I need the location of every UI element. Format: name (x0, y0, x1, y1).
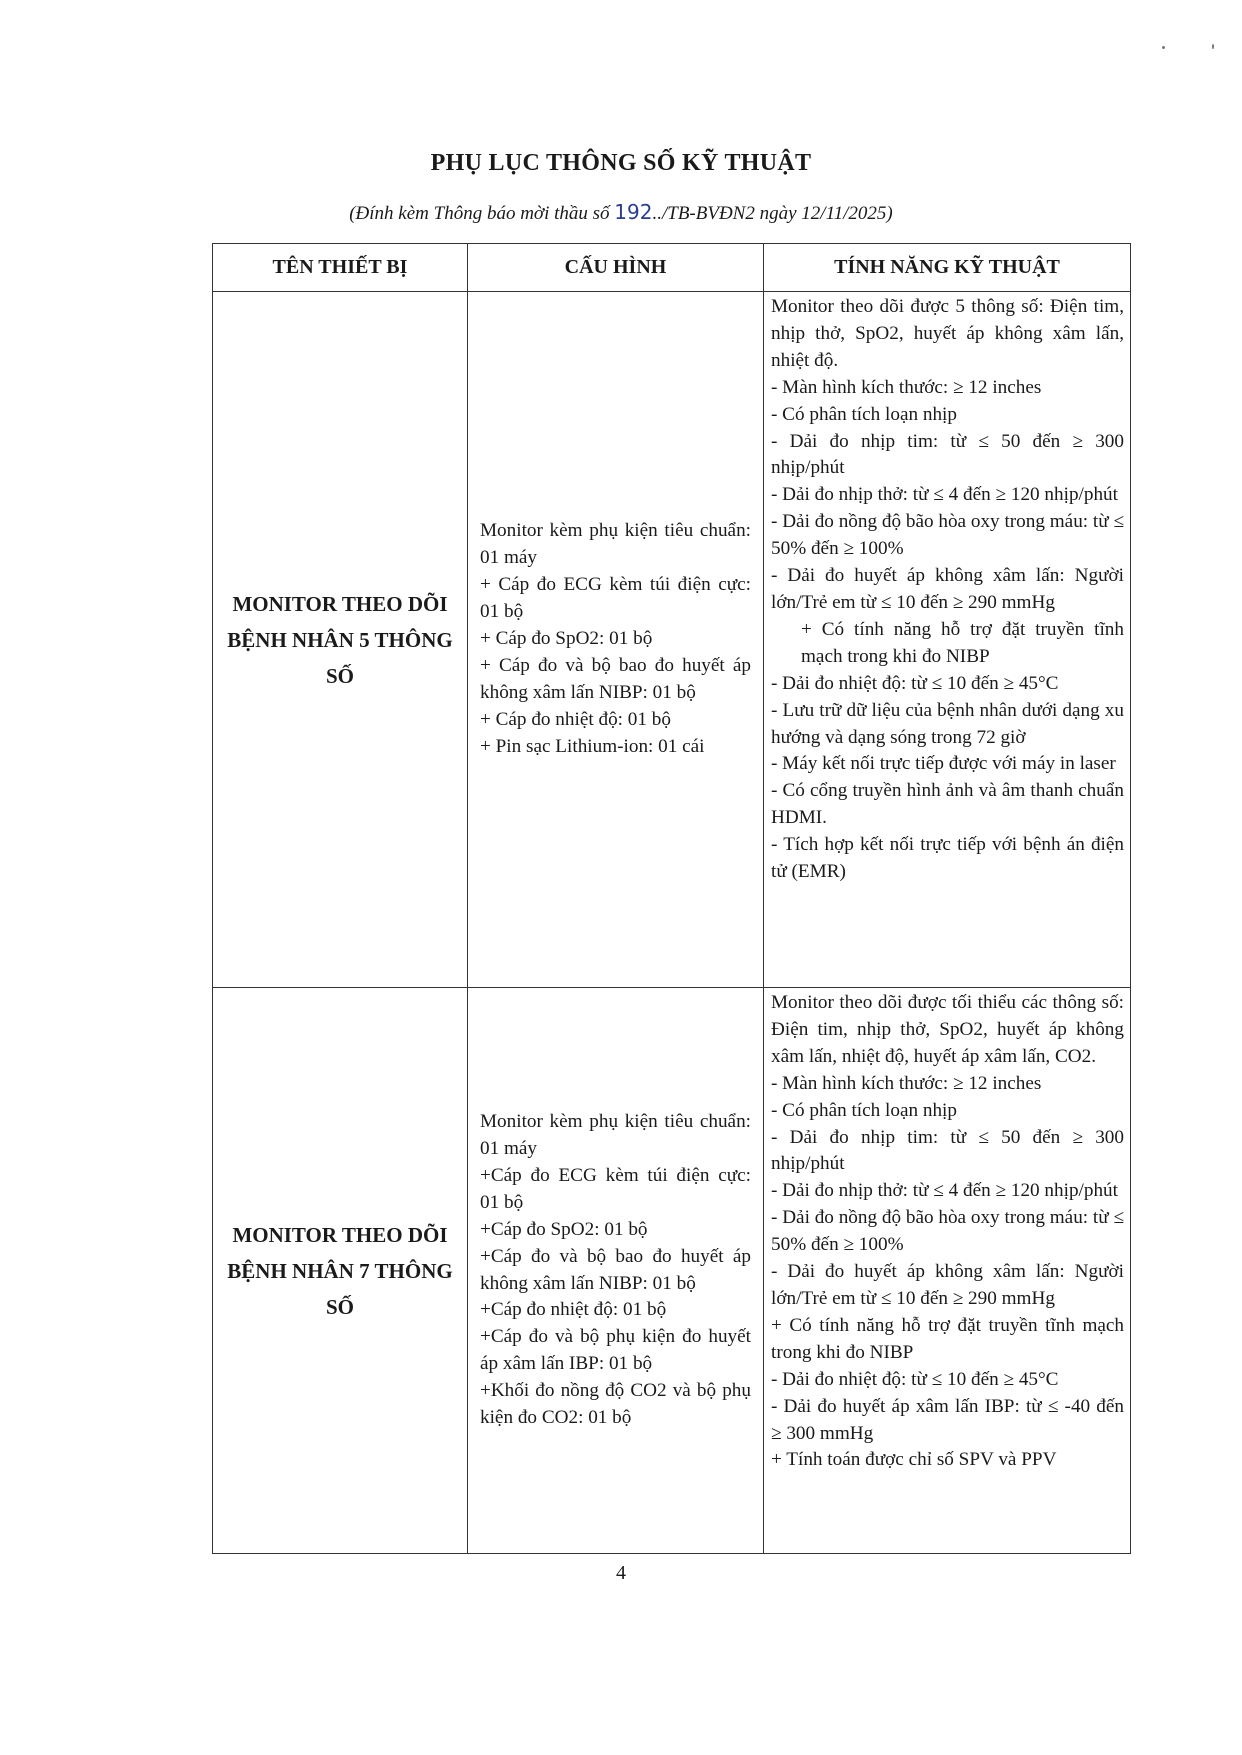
spec-line: - Dải đo huyết áp không xâm lấn: Người lớn/Trẻ em từ ≤ 10 đến ≥ 290 mmHg (771, 1261, 1124, 1309)
spec-line: - Màn hình kích thước: ≥ 12 inches (771, 376, 1042, 398)
config-line: + Cáp đo và bộ bao đo huyết áp không xâm lấn NIBP: 01 bộ (480, 654, 751, 703)
spec-line: - Dải đo nhịp tim: từ ≤ 50 đến ≥ 300 nhịp/phút (771, 430, 1124, 479)
spec-line: - Có phân tích loạn nhịp (771, 1099, 957, 1121)
spec-line: Monitor theo dõi được tối thiểu các thông số: Điện tim, nhịp thở, SpO2, huyết áp không xâm lấn, nhiệt độ, huyết áp xâm lấn, CO2. (771, 992, 1124, 1067)
config-line: Monitor kèm phụ kiện tiêu chuẩn: 01 máy (480, 520, 751, 569)
spec-line: - Dải đo huyết áp xâm lấn IBP: từ ≤ -40 đến ≥ 300 mmHg (771, 1395, 1124, 1444)
header-technical-features: TÍNH NĂNG KỸ THUẬT (764, 244, 1131, 292)
spec-line: - Có cổng truyền hình ảnh và âm thanh chuẩn HDMI. (771, 780, 1124, 829)
spec-line: - Dải đo huyết áp không xâm lấn: Người lớn/Trẻ em từ ≤ 10 đến ≥ 290 mmHg (771, 565, 1124, 613)
spec-line: - Màn hình kích thước: ≥ 12 inches (771, 1072, 1042, 1094)
spec-line: - Tích hợp kết nối trực tiếp với bệnh án điện tử (EMR) (771, 834, 1124, 883)
spec-line: - Dải đo nhịp tim: từ ≤ 50 đến ≥ 300 nhịp/phút (771, 1126, 1124, 1175)
page-subtitle (0, 200, 1242, 225)
config-line: + Pin sạc Lithium-ion: 01 cái (480, 735, 705, 757)
header-device-name: TÊN THIẾT BỊ (213, 244, 468, 292)
spec-line: Monitor theo dõi được 5 thông số: Điện tim, nhịp thở, SpO2, huyết áp không xâm lấn, nhiệt độ. (771, 296, 1124, 371)
spec-line: - Máy kết nối trực tiếp được với máy in laser (771, 753, 1116, 775)
config-line: +Cáp đo ECG kèm túi điện cực: 01 bộ (480, 1164, 751, 1213)
page-number: 4 (616, 1562, 626, 1584)
device-name: MONITOR THEO DÕI BỆNH NHÂN 5 THÔNG SỐ (213, 292, 468, 988)
scan-speck (1212, 44, 1214, 49)
handwritten-notice-number: 192 (614, 200, 653, 224)
config-line: +Cáp đo nhiệt độ: 01 bộ (480, 1299, 667, 1321)
config-line: +Cáp đo SpO2: 01 bộ (480, 1218, 648, 1240)
spec-line: + Tính toán được chỉ số SPV và PPV (771, 1449, 1057, 1471)
config-line: +Cáp đo và bộ bao đo huyết áp không xâm lấn NIBP: 01 bộ (480, 1245, 751, 1294)
config-line: + Cáp đo nhiệt độ: 01 bộ (480, 708, 671, 730)
config-line: Monitor kèm phụ kiện tiêu chuẩn: 01 máy (480, 1111, 751, 1159)
table-row (213, 988, 1131, 1554)
spec-line: + Có tính năng hỗ trợ đặt truyền tĩnh mạch trong khi đo NIBP (771, 1314, 1124, 1363)
subtitle-suffix: ../TB-BVĐN2 ngày 12/11/2025) (652, 203, 893, 224)
scan-speck (1162, 46, 1165, 49)
spec-table (212, 243, 1131, 1554)
device-configuration (468, 292, 764, 988)
table-row (213, 292, 1131, 988)
spec-line: - Lưu trữ dữ liệu của bệnh nhân dưới dạng xu hướng và dạng sóng trong 72 giờ (771, 699, 1124, 748)
technical-features (764, 292, 1131, 988)
config-line: +Khối đo nồng độ CO2 và bộ phụ kiện đo CO2: 01 bộ (480, 1380, 751, 1429)
table-header-row (213, 244, 1131, 292)
header-configuration: CẤU HÌNH (468, 244, 764, 292)
spec-line: - Có phân tích loạn nhịp (771, 403, 957, 425)
config-line: +Cáp đo và bộ phụ kiện đo huyết áp xâm lấn IBP: 01 bộ (480, 1326, 751, 1375)
spec-line: - Dải đo nhiệt độ: từ ≤ 10 đến ≥ 45°C (771, 672, 1059, 694)
spec-line: - Dải đo nhiệt độ: từ ≤ 10 đến ≥ 45°C (771, 1368, 1059, 1390)
device-name: MONITOR THEO DÕI BỆNH NHÂN 7 THÔNG SỐ (213, 988, 468, 1554)
config-line: + Cáp đo SpO2: 01 bộ (480, 628, 653, 650)
device-configuration (468, 988, 764, 1554)
subtitle-prefix: (Đính kèm Thông báo mời thầu số (349, 203, 615, 224)
spec-line: - Dải đo nồng độ bão hòa oxy trong máu: từ ≤ 50% đến ≥ 100% (771, 511, 1124, 560)
spec-line: - Dải đo nồng độ bão hòa oxy trong máu: từ ≤ 50% đến ≥ 100% (771, 1207, 1124, 1256)
page-title: PHỤ LỤC THÔNG SỐ KỸ THUẬT (430, 150, 812, 176)
spec-line: - Dải đo nhịp thở: từ ≤ 4 đến ≥ 120 nhịp/phút (771, 1180, 1118, 1202)
config-line: + Cáp đo ECG kèm túi điện cực: 01 bộ (480, 574, 751, 623)
spec-line: + Có tính năng hỗ trợ đặt truyền tĩnh mạch trong khi đo NIBP (801, 618, 1124, 667)
spec-line: - Dải đo nhịp thở: từ ≤ 4 đến ≥ 120 nhịp/phút (771, 484, 1118, 506)
technical-features (764, 988, 1131, 1554)
